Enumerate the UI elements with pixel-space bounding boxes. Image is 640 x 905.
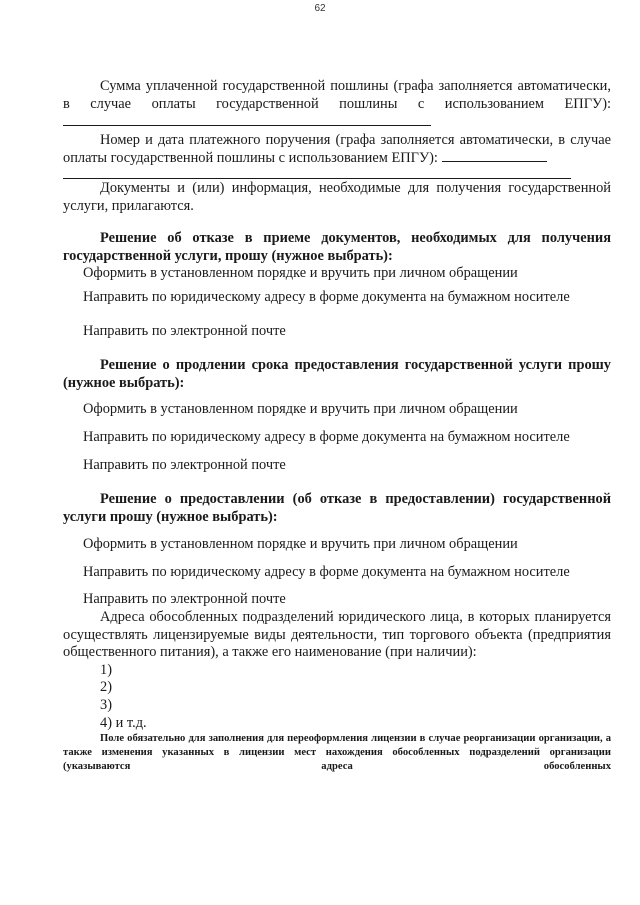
state-fee-text: Сумма уплаченной государственной пошлины (графа заполняется автоматически, в случае оплаты государственной пошлины с использованием ЕПГУ): [63,78,611,112]
address-list-item-1: 1) [100,661,112,678]
section-refusal-option-email[interactable]: Направить по электронной почте [83,322,286,339]
page-number: 62 [314,3,326,14]
subdivision-addresses-paragraph: Адреса обособленных подразделений юридического лица, в которых планируется осуществлять лицензируемые виды деятельности, тип торгового объекта (предприятия общественного питания), а также его наименование (при наличии): [63,609,611,661]
reissue-note: Поле обязательно для заполнения для переоформления лицензии в случае реорганизации организации, а также изменения указанных в лицензии мест нахождения обособленных подразделений организации (указываются адреса обособленных [63,733,611,773]
state-fee-blank[interactable] [63,113,431,126]
section-provision-option-legal-address[interactable]: Направить по юридическому адресу в форме документа на бумажном носителе [83,563,570,580]
payment-order-blank[interactable] [442,149,547,162]
section-extension-option-in-person[interactable]: Оформить в установленном порядке и вручить при личном обращении [83,401,518,418]
documents-attached-paragraph: Документы и (или) информация, необходимые для получения государственной услуги, прилагаются. [63,179,611,214]
document-body [63,78,611,774]
payment-order-paragraph [63,132,611,168]
section-provision-option-in-person[interactable]: Оформить в установленном порядке и вручить при личном обращении [83,536,518,553]
address-list-item-2: 2) [100,679,112,696]
section-extension-option-email[interactable]: Направить по электронной почте [83,456,286,473]
section-refusal-option-in-person[interactable]: Оформить в установленном порядке и вручить при личном обращении [83,265,518,282]
payment-order-text: Номер и дата платежного поручения (графа заполняется автоматически, в случае оплаты государственной пошлины с использованием ЕПГУ): [63,131,611,167]
section-refusal-heading: Решение об отказе в приеме документов, необходимых для получения государственной услуги, прошу (нужное выбрать): [63,230,611,264]
section-provision-heading: Решение о предоставлении (об отказе в предоставлении) государственной услуги прошу (нужное выбрать): [63,491,611,525]
section-extension-option-legal-address[interactable]: Направить по юридическому адресу в форме документа на бумажном носителе [83,428,570,445]
section-refusal-option-legal-address[interactable]: Направить по юридическому адресу в форме документа на бумажном носителе [83,288,570,305]
address-list-item-3: 3) [100,697,112,714]
state-fee-paragraph [63,78,611,132]
section-extension-heading: Решение о продлении срока предоставления государственной услуги прошу (нужное выбрать): [63,357,611,391]
address-list-item-4: 4) и т.д. [100,714,147,731]
payment-order-blank-line[interactable] [63,168,571,179]
section-provision-option-email[interactable]: Направить по электронной почте [83,591,286,608]
